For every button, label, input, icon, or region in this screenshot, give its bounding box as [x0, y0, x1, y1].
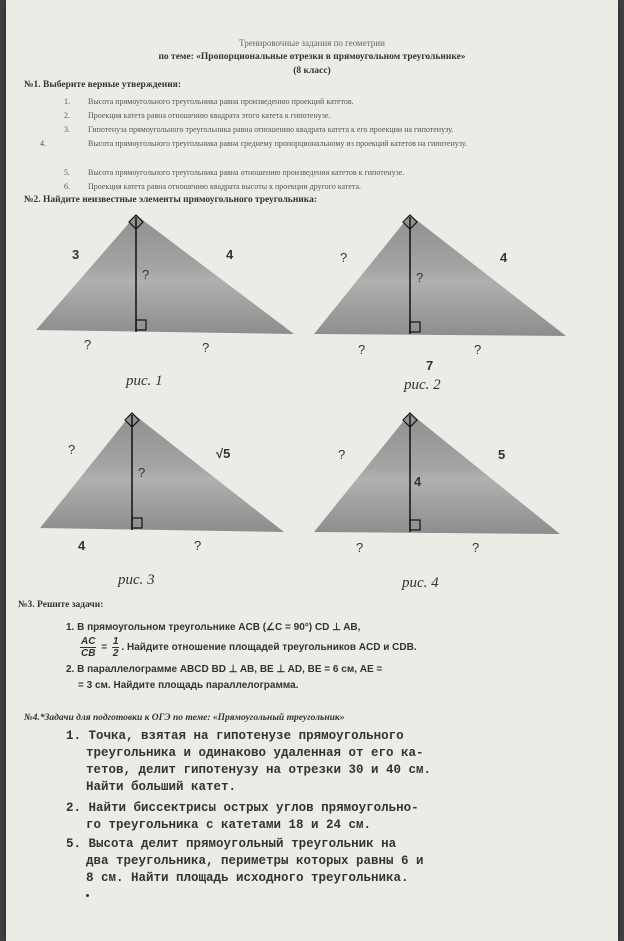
worksheet-page	[6, 0, 618, 941]
fig3-right-segment-label: ?	[194, 538, 202, 553]
triangle-shape	[314, 413, 560, 534]
half-fraction: $\frac{1}{2}$	[112, 636, 119, 659]
ratio-fraction: $\frac{AC}{CB}$	[81, 636, 96, 659]
fig1-left-segment-label: ?	[84, 337, 92, 352]
fig1-left-leg-label: 3	[72, 247, 80, 262]
fig1-height-label: ?	[142, 267, 150, 282]
ink-dot	[86, 894, 89, 897]
task1-item: 3. Гипотенуза прямоугольного треугольника равна отношению квадрата катета к его проекции на гипотенузу.	[64, 125, 454, 134]
triangle-figure-1	[30, 212, 300, 340]
task4-title: №4.*Задачи для подготовки к ОГЭ по теме: «Прямоугольный треугольник»	[24, 713, 345, 723]
header-line-1: Тренировочные задания по геометрии	[239, 38, 385, 48]
triangle-figure-2	[308, 212, 568, 340]
task1-item: 5. Высота прямоугольного треугольника равна отношению произведения катетов к гипотенузе.	[64, 168, 405, 177]
fig2-right-leg-label: 4	[500, 250, 508, 265]
triangle-figure-4	[308, 410, 568, 538]
fig2-left-leg-label: ?	[340, 250, 348, 265]
header-line-3: (8 класс)	[293, 66, 331, 76]
fig3-right-leg-label: √5	[216, 446, 231, 461]
fig2-hypotenuse-label: 7	[426, 358, 434, 373]
fig4-left-leg-label: ?	[338, 447, 346, 462]
fig3-left-leg-label: ?	[68, 442, 76, 457]
fig2-left-segment-label: ?	[358, 342, 366, 357]
fig4-caption: рис. 4	[402, 575, 439, 591]
fig2-right-segment-label: ?	[474, 342, 482, 357]
fig4-height-label: 4	[414, 474, 422, 489]
task3-problem-2-cont: = 3 см. Найдите площадь параллелограмма.	[78, 680, 299, 691]
task1-title: №1. Выберите верные утверждения:	[24, 80, 181, 90]
task3-title: №3. Решите задачи:	[18, 600, 104, 610]
fig3-height-label: ?	[138, 465, 146, 480]
fig1-caption: рис. 1	[126, 373, 163, 389]
task3-problem-1-cont: $\frac{AC}{CB}$ = $\frac{1}{2}$ . Найдите отношение площадей треугольников ACD и CDB.	[81, 636, 417, 659]
fig2-height-label: ?	[416, 270, 424, 285]
fig4-right-leg-label: 5	[498, 447, 506, 462]
task3-problem-1: 1. В прямоугольном треугольнике ACB (∠C = 90°) CD ⊥ AB,	[66, 622, 361, 633]
header-line-2: по теме: «Пропорциональные отрезки в прямоугольном треугольнике»	[158, 52, 466, 62]
task2-title: №2. Найдите неизвестные элементы прямоугольного треугольника:	[24, 195, 318, 205]
task1-item: 2. Проекция катета равна отношению квадрата этого катета к гипотенузе.	[64, 111, 331, 120]
task3-problem-2: 2. В параллелограмме ABCD BD ⊥ AB, BE ⊥ AD, BE = 6 см, AE =	[66, 664, 383, 675]
triangle-shape	[40, 413, 284, 532]
fig3-left-segment-label: 4	[78, 538, 86, 553]
fig2-caption: рис. 2	[404, 377, 441, 393]
task4-problem: 1. Точка, взятая на гипотенузе прямоугольного треугольника и одинаково удаленная от его ка- тетов, делит гипотенузу на отрезки 30 и 40 см. Найти больший катет.	[66, 729, 432, 794]
triangle-shape	[314, 215, 566, 336]
task4-problem: 2. Найти биссектрисы острых углов прямоугольно- го треугольника с катетами 18 и 24 см.	[66, 801, 419, 832]
task1-item: 4. Высота прямоугольного треугольника равна среднему пропорциональному из проекций катетов на гипотенузу.	[40, 139, 467, 148]
task1-item: 6. Проекция катета равна отношению квадрата высоты к проекции другого катета.	[64, 182, 362, 191]
triangle-figure-3	[30, 410, 290, 538]
fig1-right-segment-label: ?	[202, 340, 210, 355]
fig3-caption: рис. 3	[118, 572, 155, 588]
fig1-right-leg-label: 4	[226, 247, 234, 262]
fig4-left-segment-label: ?	[356, 540, 364, 555]
task1-item: 1. Высота прямоугольного треугольника равна произведению проекций катетов.	[64, 97, 354, 106]
task4-problem: 5. Высота делит прямоугольный треугольник на два треугольника, периметры которых равны 6 и 8 см. Найти площадь исходного треугольника.	[66, 837, 424, 885]
triangle-shape	[36, 215, 294, 334]
fig4-right-segment-label: ?	[472, 540, 480, 555]
